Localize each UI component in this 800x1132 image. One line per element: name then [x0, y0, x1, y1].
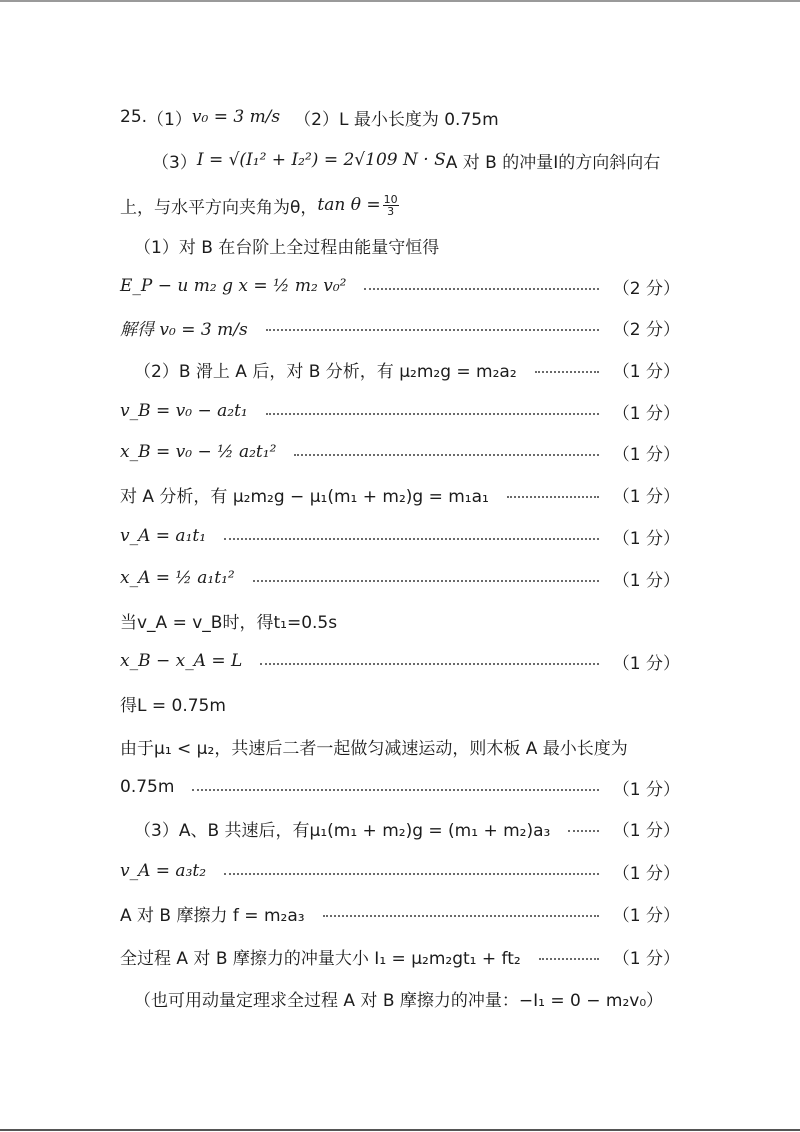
- score-label: （1 分）: [612, 528, 680, 549]
- part1-eq1: [120, 266, 680, 306]
- step-text: v_B = v₀ − a₂t₁: [120, 401, 248, 421]
- dotted-leader: [253, 580, 599, 582]
- score-label: （1 分）: [612, 361, 680, 382]
- part2-when-line: [120, 600, 680, 640]
- part2-line-1: [120, 391, 680, 431]
- score-label: （1 分）: [612, 486, 680, 507]
- dotted-leader: [224, 873, 599, 875]
- impulse-direction: A 对 B 的冲量I的方向斜向右: [445, 152, 661, 173]
- step-text: x_B = v₀ − ½ a₂t₁²: [120, 442, 277, 462]
- xdiff-equation: x_B − x_A = L: [120, 651, 243, 671]
- dotted-leader: [266, 329, 599, 331]
- step-text: （3）A、B 共速后，有μ₁(m₁ + m₂)g = (m₁ + m₂)a₃: [134, 820, 551, 841]
- part2-line-4: [120, 516, 680, 556]
- conclusion-value: 0.75m: [120, 777, 175, 797]
- score-label: （1 分）: [612, 403, 680, 424]
- energy-equation: E_P − u m₂ g x = ½ m₂ v₀²: [120, 276, 347, 296]
- tan-denominator: 3: [387, 204, 395, 218]
- when-text: 当v_A = v_B时，得t₁=0.5s: [120, 612, 338, 633]
- dotted-leader: [192, 789, 598, 791]
- step-text: 全过程 A 对 B 摩擦力的冲量大小 I₁ = μ₂m₂gt₁ + ft₂: [120, 948, 521, 969]
- score-label: （2 分）: [612, 278, 680, 299]
- part2-line-2: [120, 432, 680, 472]
- part2-conclusion-line: [120, 726, 680, 766]
- answer-header-line: [120, 97, 680, 137]
- angle-text: 上，与水平方向夹角为θ，: [120, 197, 318, 218]
- dotted-leader: [323, 915, 599, 917]
- part1-answer: v₀ = 3 m/s: [191, 107, 281, 127]
- part3-line-2: [120, 893, 680, 933]
- tan-lhs: tan θ =: [317, 195, 381, 215]
- part3-line-1: [120, 851, 680, 891]
- dotted-leader: [507, 496, 599, 498]
- part3-line-0: [134, 808, 680, 848]
- score-label: （1 分）: [612, 820, 680, 841]
- part3-line-3: [120, 936, 680, 976]
- score-label: （1 分）: [612, 863, 680, 884]
- step-text: v_A = a₁t₁: [120, 526, 207, 546]
- v0-result: 解得 v₀ = 3 m/s: [120, 319, 248, 340]
- part2-result-line: [120, 683, 680, 723]
- part2-xdiff-line: [120, 641, 680, 681]
- tan-fraction: [383, 194, 399, 217]
- dotted-leader: [535, 371, 599, 373]
- part2-line-5: [120, 558, 680, 598]
- part2-conclusion-value-line: [120, 767, 680, 807]
- part2-line-0: [134, 349, 680, 389]
- score-label: （1 分）: [612, 905, 680, 926]
- part1-heading-text: （1）对 B 在台阶上全过程由能量守恒得: [134, 237, 440, 258]
- question-number: 25.: [120, 107, 148, 127]
- part1-eq2: [120, 307, 680, 347]
- tan-numerator: 10: [383, 192, 398, 206]
- summary3-label: （3）: [152, 152, 197, 173]
- score-label: （1 分）: [612, 653, 680, 674]
- dotted-leader: [224, 538, 599, 540]
- page-bottom-edge: [0, 1129, 800, 1131]
- note-text: （也可用动量定理求全过程 A 对 B 摩擦力的冲量：−I₁ = 0 − m₂v₀）: [134, 990, 664, 1011]
- step-text: x_A = ½ a₁t₁²: [120, 568, 235, 588]
- impulse-formula: I = √(I₁² + I₂²) = 2√109 N · S: [196, 150, 446, 170]
- dotted-leader: [568, 830, 598, 832]
- score-label: （1 分）: [612, 444, 680, 465]
- dotted-leader: [260, 663, 598, 665]
- part1-heading: [134, 225, 680, 265]
- part2-answer: （2）L 最小长度为 0.75m: [294, 109, 499, 130]
- result-text: 得L = 0.75m: [120, 695, 226, 716]
- score-label: （1 分）: [612, 948, 680, 969]
- step-text: A 对 B 摩擦力 f = m₂a₃: [120, 905, 305, 926]
- step-text: v_A = a₃t₂: [120, 861, 207, 881]
- step-text: （2）B 滑上 A 后，对 B 分析，有 μ₂m₂g = m₂a₂: [134, 361, 517, 382]
- score-label: （1 分）: [612, 570, 680, 591]
- conclusion-text: 由于μ₁ < μ₂，共速后二者一起做匀减速运动，则木板 A 最小长度为: [120, 738, 628, 759]
- score-label: （1 分）: [612, 779, 680, 800]
- summary3-line: [152, 140, 682, 180]
- dotted-leader: [539, 958, 599, 960]
- part3-note-line: [134, 978, 680, 1018]
- dotted-leader: [266, 413, 599, 415]
- summary3-continued: [120, 185, 680, 225]
- step-text: 对 A 分析，有 μ₂m₂g − μ₁(m₁ + m₂)g = m₁a₁: [120, 486, 489, 507]
- page-top-edge: [0, 0, 800, 2]
- dotted-leader: [364, 288, 598, 290]
- score-label: （2 分）: [612, 319, 680, 340]
- dotted-leader: [294, 454, 598, 456]
- part1-label: （1）: [147, 109, 192, 130]
- part2-line-3: [120, 474, 680, 514]
